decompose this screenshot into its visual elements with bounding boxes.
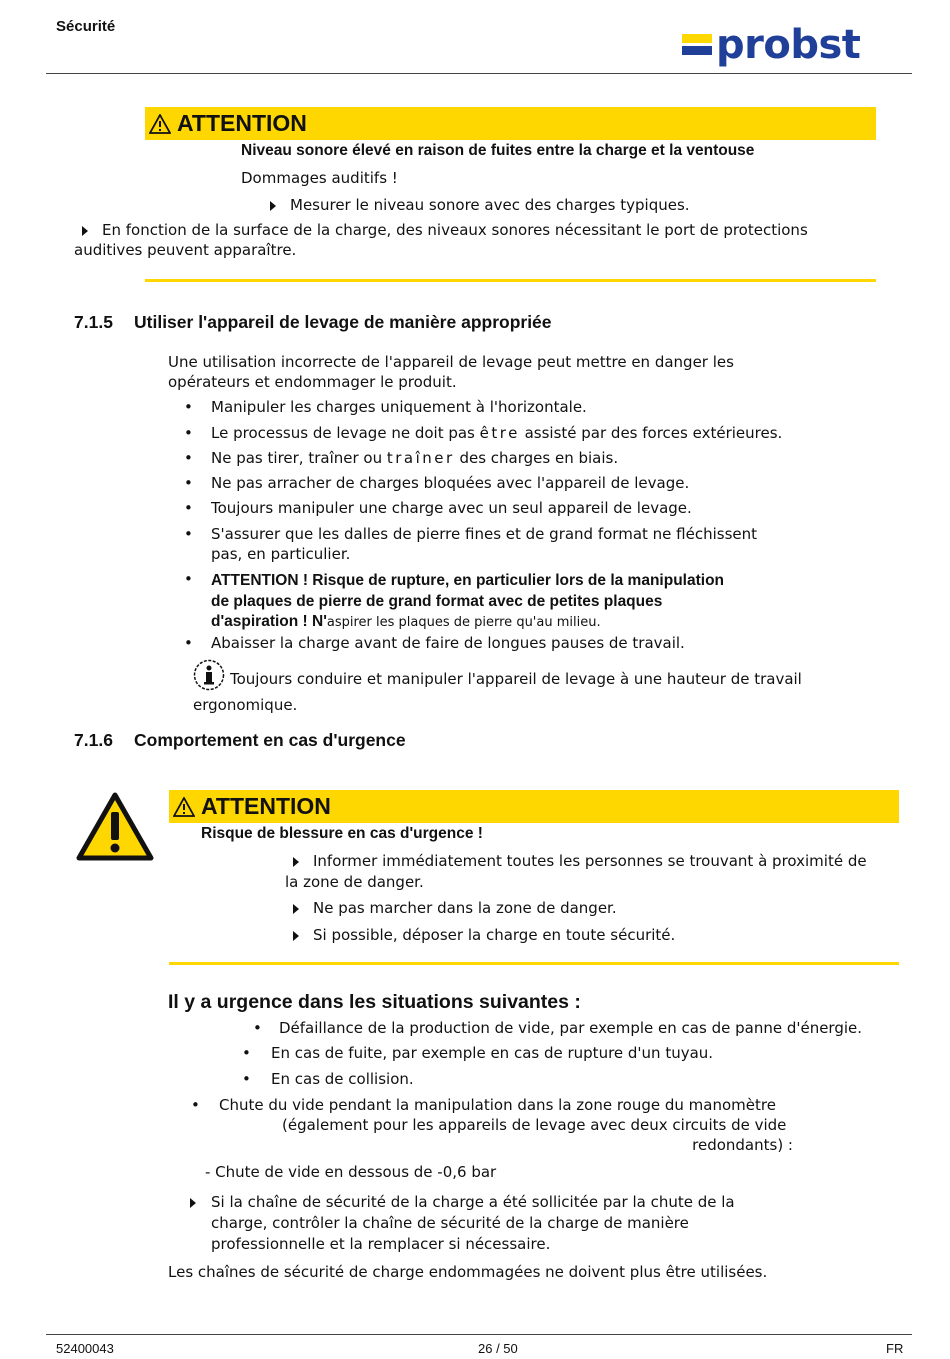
attention-action-text: Si possible, déposer la charge en toute sécurité. bbox=[313, 926, 676, 944]
list-item: • ATTENTION ! Risque de rupture, en particulier lors de la manipulation de plaques de pierre de grand format avec de petites plaques d'aspiration ! N'aspirer les plaques de pierre qu'au milieu. bbox=[184, 570, 724, 630]
attention-title: ATTENTION bbox=[201, 793, 331, 819]
info-note: Toujours conduire et manipuler l'appareil de levage à une hauteur de travail ergonomique. bbox=[193, 670, 802, 714]
attention-note bbox=[74, 220, 864, 260]
attention-subtitle: Niveau sonore élevé en raison de fuites entre la charge et la ventouse bbox=[241, 142, 755, 159]
attention-title: ATTENTION bbox=[177, 110, 307, 136]
list-item: • Toujours manipuler une charge avec un seul appareil de levage. bbox=[184, 499, 692, 517]
list-item: • Défaillance de la production de vide, par exemple en cas de panne d'énergie. bbox=[253, 1019, 863, 1037]
list-item: • Chute du vide pendant la manipulation dans la zone rouge du manomètre (également pour les appareils de levage avec deux circuits de vide redondants) : bbox=[191, 1096, 793, 1154]
final-note: Les chaînes de sécurité de charge endommagées ne doivent plus être utilisées. bbox=[168, 1263, 768, 1281]
section-intro: Une utilisation incorrecte de l'appareil de levage peut mettre en danger les opérateurs et endommager le produit. bbox=[168, 353, 734, 391]
attention-action bbox=[293, 926, 675, 944]
emergency-heading: Il y a urgence dans les situations suivantes : bbox=[168, 991, 581, 1013]
list-item-text: Manipuler les charges uniquement à l'horizontale. bbox=[211, 398, 587, 416]
section-heading-716 bbox=[74, 730, 406, 751]
list-item-text: (également pour les appareils de levage avec deux circuits de vide bbox=[282, 1116, 787, 1134]
probst-logo bbox=[680, 26, 906, 68]
list-item-text: En cas de collision. bbox=[271, 1070, 414, 1088]
list-item-text: En cas de fuite, par exemple en cas de rupture d'un tuyau. bbox=[271, 1044, 714, 1062]
attention-subtitle: Risque de blessure en cas d'urgence ! bbox=[201, 825, 483, 842]
arrow-right-icon bbox=[293, 857, 299, 867]
attention-action bbox=[285, 851, 875, 893]
list-item-text: Le processus de levage ne doit pas bbox=[211, 424, 480, 442]
list-item-text: Abaisser la charge avant de faire de longues pauses de travail. bbox=[211, 634, 685, 652]
list-item: • En cas de fuite, par exemple en cas de rupture d'un tuyau. bbox=[242, 1044, 714, 1062]
list-item-text: Défaillance de la production de vide, par exemple en cas de panne d'énergie. bbox=[279, 1019, 863, 1037]
section-heading-715 bbox=[74, 312, 552, 333]
arrow-right-icon bbox=[190, 1198, 196, 1208]
attention-end-line bbox=[145, 279, 876, 282]
attention-action-text: Ne pas marcher dans la zone de danger. bbox=[313, 899, 617, 917]
arrow-right-icon bbox=[293, 904, 299, 914]
section-number: 7.1.6 bbox=[74, 730, 113, 750]
attention-consequence: Dommages auditifs ! bbox=[241, 169, 398, 187]
list-item-text: des charges en biais. bbox=[454, 449, 619, 467]
footer-divider bbox=[46, 1334, 912, 1335]
list-item-text: traîner bbox=[386, 449, 455, 467]
warning-bold-text: ATTENTION ! Risque de rupture, en particulier lors de la manipulation de plaques de pierre de grand format avec de petites plaques d'aspiration ! N' bbox=[211, 572, 724, 630]
language-code: FR bbox=[886, 1341, 904, 1356]
list-item-text: redondants) : bbox=[692, 1136, 793, 1154]
list-item-text: être bbox=[479, 424, 520, 442]
arrow-right-icon bbox=[82, 226, 88, 236]
page-number: 26 / 50 bbox=[478, 1341, 518, 1356]
list-item-text: S'assurer que les dalles de pierre fines et de grand format ne fléchissent pas, en particulier. bbox=[211, 525, 758, 563]
list-item: • Ne pas arracher de charges bloquées avec l'appareil de levage. bbox=[184, 474, 690, 492]
large-warning-icon bbox=[76, 792, 154, 861]
list-item-text: assisté par des forces extérieures. bbox=[519, 424, 783, 442]
attention-action bbox=[293, 899, 617, 917]
attention-action-text: Mesurer le niveau sonore avec des charges typiques. bbox=[290, 196, 690, 214]
document-number: 52400043 bbox=[56, 1341, 114, 1356]
attention-action bbox=[270, 195, 690, 215]
list-item-text: Chute du vide pendant la manipulation dans la zone rouge du manomètre bbox=[219, 1096, 776, 1114]
svg-text:probst: probst bbox=[716, 26, 861, 68]
attention-end-line bbox=[169, 962, 899, 965]
header-divider bbox=[46, 73, 912, 74]
arrow-right-icon bbox=[270, 201, 276, 211]
list-item: • Le processus de levage ne doit pas être assisté par des forces extérieures. bbox=[184, 424, 783, 442]
arrow-right-icon bbox=[293, 931, 299, 941]
list-item-text: aspirer les plaques de pierre qu'au milieu. bbox=[326, 615, 601, 630]
list-item: • S'assurer que les dalles de pierre fines et de grand format ne fléchissent pas, en particulier. bbox=[184, 524, 784, 564]
emergency-action-text: Si la chaîne de sécurité de la charge a été sollicitée par la chute de la charge, contrôler la chaîne de sécurité de la charge de manière professionnelle et la remplacer si nécessaire. bbox=[211, 1193, 735, 1253]
list-item: • Abaisser la charge avant de faire de longues pauses de travail. bbox=[184, 634, 685, 652]
list-item: • Ne pas tirer, traîner ou traîner des charges en biais. bbox=[184, 449, 619, 467]
list-item-text: Toujours manipuler une charge avec un seul appareil de levage. bbox=[211, 499, 692, 517]
list-item: • Manipuler les charges uniquement à l'horizontale. bbox=[184, 398, 587, 416]
page-header-title: Sécurité bbox=[56, 18, 116, 35]
warning-icon bbox=[173, 797, 195, 817]
section-title: Comportement en cas d'urgence bbox=[134, 730, 406, 750]
attention-banner-1 bbox=[145, 107, 876, 140]
attention-note-text: En fonction de la surface de la charge, des niveaux sonores nécessitant le port de protections auditives peuvent apparaître. bbox=[74, 221, 808, 259]
warning-icon bbox=[149, 114, 171, 134]
list-item-text: Ne pas tirer, traîner ou bbox=[211, 449, 387, 467]
emergency-action bbox=[190, 1192, 760, 1255]
sub-item: - Chute de vide en dessous de -0,6 bar bbox=[205, 1163, 497, 1181]
section-title: Utiliser l'appareil de levage de manière appropriée bbox=[134, 312, 552, 332]
list-item-text: Ne pas arracher de charges bloquées avec l'appareil de levage. bbox=[211, 474, 690, 492]
list-item: • En cas de collision. bbox=[242, 1070, 414, 1088]
attention-action-text: Informer immédiatement toutes les personnes se trouvant à proximité de la zone de danger. bbox=[285, 852, 867, 891]
attention-banner-2 bbox=[169, 790, 899, 823]
section-number: 7.1.5 bbox=[74, 312, 113, 332]
